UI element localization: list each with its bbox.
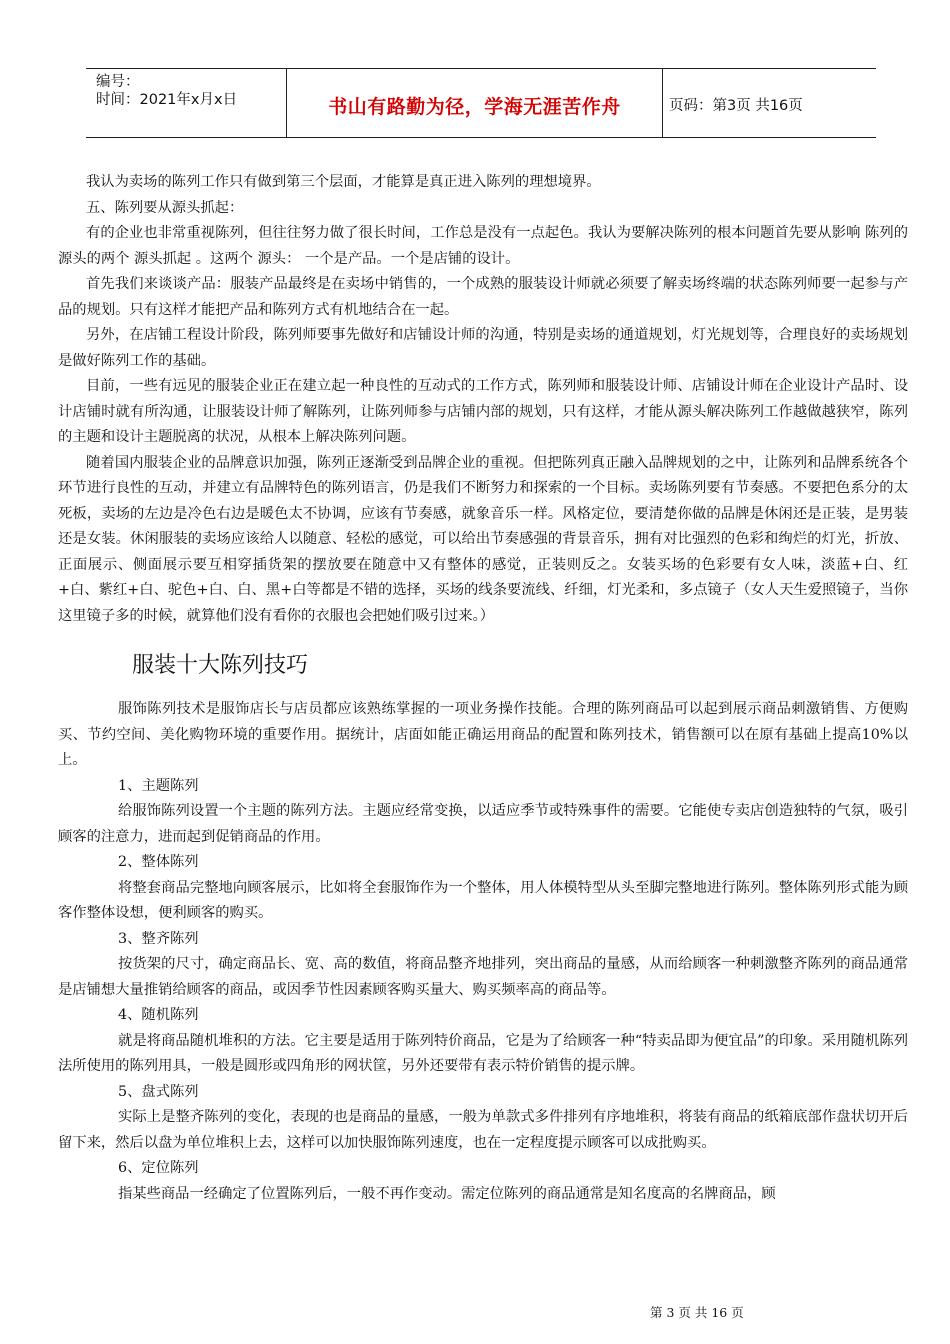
paragraph: 另外，在店铺工程设计阶段，陈列师要事先做好和店铺设计师的沟通，特别是卖场的通道规划，灯光规划等，合理良好的卖场规划是做好陈列工作的基础。 [58,327,908,369]
page-header [86,68,876,138]
section-title: 服装十大陈列技巧 [132,653,309,678]
subheading: 1、主题陈列 [118,777,199,794]
paragraph: 首先我们来谈谈产品：服装产品最终是在卖场中销售的，一个成熟的服装设计师就必须要了解卖场终端的状态陈列师要一起参与产品的规划。只有这样才能把产品和陈列方式有机地结合在一起。 [58,276,908,318]
subheading: 2、整体陈列 [118,854,199,870]
subheading: 3、整齐陈列 [118,930,199,947]
header-motto-cell [286,69,663,137]
header-page-cell [661,69,876,137]
paragraph: 将整套商品完整地向顾客展示，比如将全套服饰作为一个整体，用人体模特型从头至脚完整地进行陈列。整体陈列形式能为顾客作整体设想，便利顾客的购买。 [58,879,908,921]
page-footer: 第 3 页 共 16 页 [650,1305,744,1320]
time-label: 时间：2021年x月x日 [96,92,238,108]
paragraph: 目前，一些有远见的服装企业正在建立起一种良性的互动式的工作方式，陈列师和服装设计师、店铺设计师在企业设计产品时、设计店铺时就有所沟通，让服装设计师了解陈列，让陈列师参与店铺内部的规划，只有这样，才能从源头解决陈列工作越做越狭窄，陈列的主题和设计主题脱离的状况，从根本上解决陈列问题。 [58,378,908,445]
header-meta [86,69,286,137]
paragraph: 按货架的尺寸，确定商品长、宽、高的数值，将商品整齐地排列，突出商品的量感，从而给顾客一种刺激整齐陈列的商品通常是店铺想大量推销给顾客的商品，或因季节性因素顾客购买量大、购买频率高的商品等。 [58,956,908,998]
header-motto: 书山有路勤为径，学海无涯苦作舟 [328,96,621,118]
paragraph: 我认为卖场的陈列工作只有做到第三个层面，才能算是真正进入陈列的理想境界。 [86,174,601,190]
paragraph: 就是将商品随机堆积的方法。它主要是适用于陈列特价商品，它是为了给顾客一种“特卖品即为便宜品”的印象。采用随机陈列法所使用的陈列用具，一般是圆形或四角形的网状筐，另外还要带有表示特价销售的提示牌。 [58,1032,908,1074]
subheading: 5、盘式陈列 [118,1083,199,1100]
paragraph: 随着国内服装企业的品牌意识加强，陈列正逐渐受到品牌企业的重视。但把陈列真正融入品牌规划的之中，让陈列和品牌系统各个环节进行良性的互动，并建立有品牌特色的陈列语言，仍是我们不断努力和探索的一个目标。卖场陈列要有节奏感。不要把色系分的太死板，卖场的左边是冷色右边是暖色太不协调，应该有节奏感，就象音乐一样。风格定位，要清楚你做的品牌是休闲还是正装，是男装还是女装。休闲服装的卖场应该给人以随意、轻松的感觉，可以给出节奏感强的背景音乐，拥有对比强烈的色彩和绚烂的灯光，折放、正面展示、侧面展示要互相穿插货架的摆放要在随意中又有整体的感觉，正装则反之。女装买场的色彩要有女人味，淡蓝+白、红+白、紫红+白、驼色+白、白、黑+白等都是不错的选择，买场的线条要流线、纤细，灯光柔和，多点镜子（女人天生爱照镜子，当你这里镜子多的时候，就算他们没有看你的衣服也会把她们吸引过来。） [58,454,908,624]
paragraph: 给服饰陈列设置一个主题的陈列方法。主题应经常变换，以适应季节或特殊事件的需要。它能使专卖店创造独特的气氛，吸引顾客的注意力，进而起到促销商品的作用。 [58,803,908,845]
paragraph: 指某些商品一经确定了位置陈列后，一般不再作变动。需定位陈列的商品通常是知名度高的名牌商品，顾 [118,1185,776,1202]
subheading: 6、定位陈列 [118,1160,199,1176]
paragraph: 五、陈列要从源头抓起： [86,199,244,216]
page-label: 页码：第3页 共16页 [669,98,803,114]
paragraph: 服饰陈列技术是服饰店长与店员都应该熟练掌握的一项业务操作技能。合理的陈列商品可以起到展示商品刺激销售、方便购买、节约空间、美化购物环境的重要作用。据统计，店面如能正确运用商品的配置和陈列技术，销售额可以在原有基础上提高10%以上。 [58,701,908,768]
paragraph: 实际上是整齐陈列的变化，表现的也是商品的量感，一般为单款式多件排列有序地堆积，将装有商品的纸箱底部作盘状切开后留下来，然后以盘为单位堆积上去，这样可以加快服饰陈列速度，也在一定程度提示顾客可以成批购买。 [58,1109,908,1151]
document-body [58,170,908,1207]
subheading: 4、随机陈列 [118,1007,199,1023]
paragraph: 有的企业也非常重视陈列，但往往努力做了很长时间，工作总是没有一点起色。我认为要解决陈列的根本问题首先要从影响 陈列的源头的两个 源头抓起 。这两个 源头： 一个是产品。一个是店铺的设计。 [58,225,908,267]
number-label: 编号： [96,74,140,90]
